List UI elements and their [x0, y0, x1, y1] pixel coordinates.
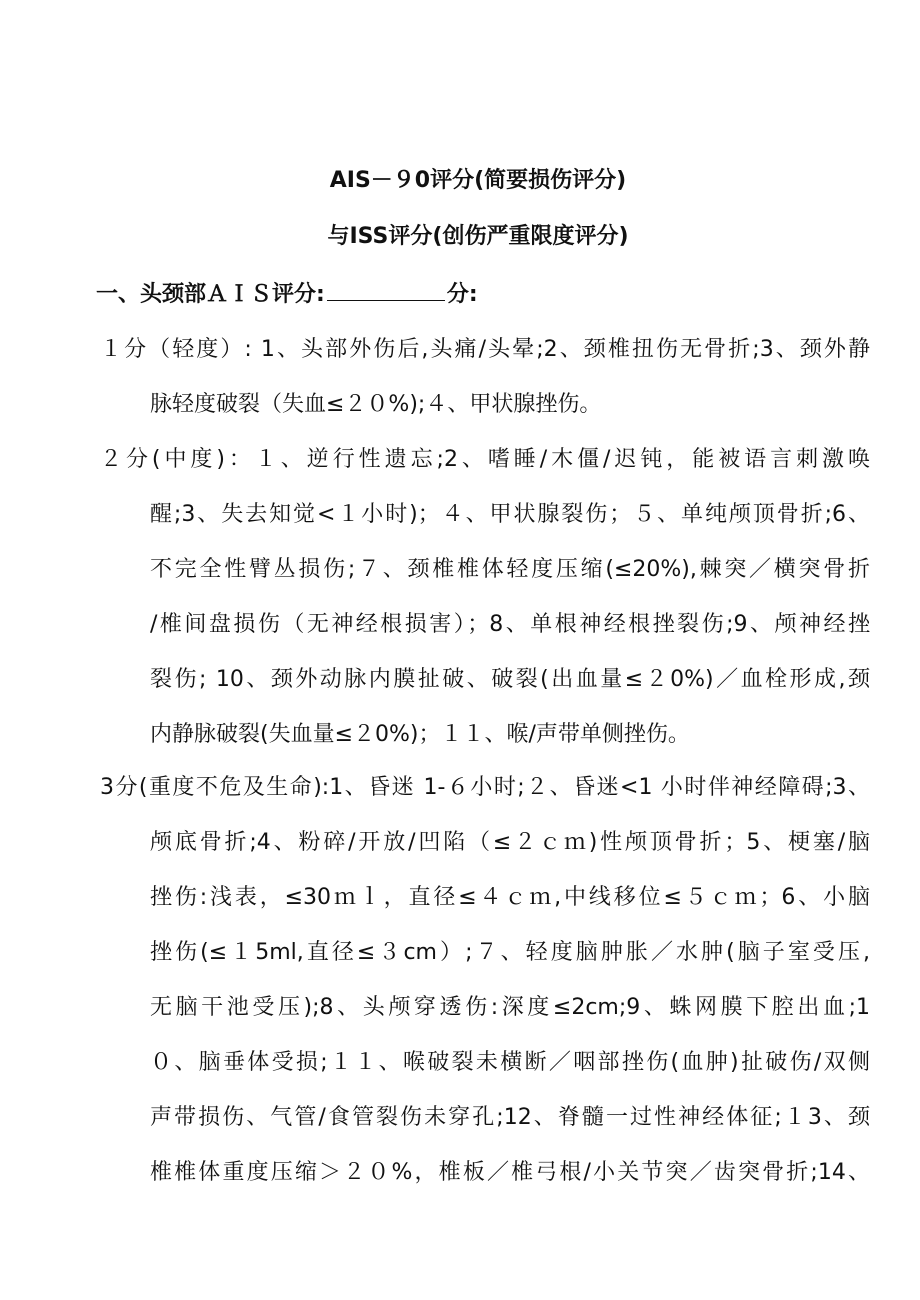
- item-line: 挫伤(≤１5ml,直径≤３cm）;７、轻度脑肿胀／水肿(脑子室受压,: [150, 940, 870, 965]
- score-item-3: [100, 760, 870, 1200]
- item-line: 裂伤; 10、颈外动脉内膜扯破、破裂(出血量≤２0%)／血栓形成,颈: [150, 667, 870, 692]
- item-line: 颅底骨折;4、粉碎/开放/凹陷（≤２ｃｍ)性颅顶骨折；5、梗塞/脑: [150, 830, 870, 855]
- item-line: /椎间盘损伤（无神经根损害）；8、单根神经根挫裂伤;9、颅神经挫: [150, 612, 870, 637]
- item-line: １分（轻度）: 1、头部外伤后,头痛/头晕;2、颈椎扭伤无骨折;3、颈外静: [100, 337, 870, 362]
- section-heading-label: 一、头颈部ＡＩＳ评分:: [96, 282, 325, 307]
- section-heading-unit: 分:: [446, 282, 478, 307]
- item-line: 不完全性臂丛损伤;７、颈椎椎体轻度压缩(≤20%),棘突／横突骨折: [150, 557, 870, 582]
- document-title-line-1: AIS－９0评分(简要损伤评分): [329, 168, 627, 193]
- score-item-1: [100, 322, 870, 432]
- document-title-line-2: 与ISS评分(创伤严重限度评分): [327, 224, 629, 249]
- item-line: 声带损伤、气管/食管裂伤未穿孔;12、脊髓一过性神经体征;１3、颈: [150, 1105, 870, 1130]
- score-item-2: [100, 432, 870, 762]
- item-line: 椎椎体重度压缩＞２０%，椎板／椎弓根/小关节突／齿突骨折;14、: [150, 1160, 870, 1185]
- item-line: 3分(重度不危及生命):1、昏迷 1-６小时;２、昏迷<1 小时伴神经障碍;3、: [100, 775, 870, 800]
- item-line: 脉轻度破裂（失血≤２０%);４、甲状腺挫伤。: [150, 392, 602, 417]
- item-line: 挫伤:浅表，≤30ｍｌ，直径≤４ｃｍ,中线移位≤５ｃｍ；6、小脑: [150, 885, 870, 910]
- item-line: ２分(中度)：１、逆行性遗忘;2、嗜睡/木僵/迟钝，能被语言刺激唤: [100, 447, 870, 472]
- item-line: ０、脑垂体受损;１１、喉破裂未横断／咽部挫伤(血肿)扯破伤/双侧: [150, 1050, 870, 1075]
- section-heading-head-neck: [96, 278, 478, 310]
- item-line: 无脑干池受压);8、头颅穿透伤:深度≤2cm;9、蛛网膜下腔出血;1: [150, 995, 870, 1020]
- score-blank-field[interactable]: [327, 278, 445, 301]
- item-line: 醒;3、失去知觉<１小时)；４、甲状腺裂伤；５、单纯颅顶骨折;6、: [150, 502, 870, 527]
- item-line: 内静脉破裂(失血量≤２0%)；１１、喉/声带单侧挫伤。: [150, 722, 690, 747]
